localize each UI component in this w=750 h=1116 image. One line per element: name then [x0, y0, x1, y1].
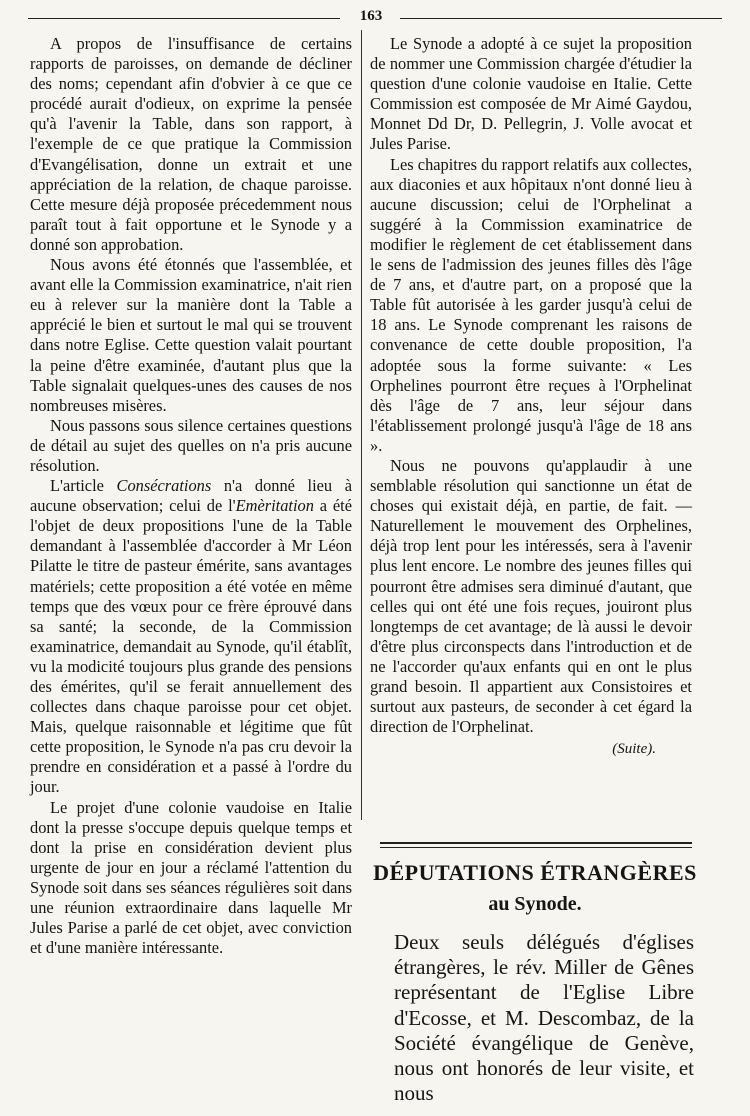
paragraph: Nous avons été étonnés que l'assemblée, et avant elle la Commission examinatrice, n'ait rien eu à relever sur la manière dont la Table a apprécié le bien et surtout le mal qui se trouvent dans notre Eglise. Cette question valait pourtant la peine d'être examinée, d'autant plus que la Table signalait quelques-unes des causes de nos nombreuses misères.: [30, 255, 352, 415]
paragraph: Le projet d'une colonie vaudoise en Italie dont la presse s'occupe depuis quelque temps et dont la prise en considération devient plus urgente de jour en jour a réclamé l'attention du Synode soit dans ses séances régulières soit dans une réunion extraordinaire dans laquelle Mr Jules Parise a parlé de cet objet, avec conviction et d'une manière intéressante.: [30, 797, 352, 958]
page-header: [28, 6, 722, 28]
left-column: [30, 34, 352, 958]
text-run: L'article: [50, 476, 117, 496]
italic-term: Consécrations: [116, 476, 212, 496]
section-title: DÉPUTATIONS ÉTRANGÈRES: [373, 860, 697, 885]
page-number: 163: [359, 8, 383, 24]
column-divider: [361, 30, 362, 820]
paragraph: Nous ne pouvons qu'applaudir à une semblable résolution qui sanctionne un état de choses qui existait déjà, en partie, de fait. — Naturellement le mouvement des Orphelines, déjà trop lent pour les intéressés, sera à l'avenir plus lent encore. Le nombre des jeunes filles qui pourront être admises sera diminué d'autant, que celles qui ont été une fois reçues, jouiront plus longtemps de cet avantage; de là aussi le devoir d'être plus circonspects dans l'introduction et de ne l'accorder qu'aux enfants qui en ont le plus grand besoin. Il appartient aux Consistoires et surtout aux pasteurs, de seconder à cet égard la direction de l'Orphelinat.: [370, 455, 692, 737]
paragraph: Le Synode a adopté à ce sujet la proposition de nommer une Commission chargée d'étudier la question d'une colonie vaudoise en Italie. Cette Commission est composée de Mr Aimé Gaydou, Monnet Dd Dr, D. Pellegrin, J. Volle avocat et Jules Parise.: [370, 34, 692, 154]
paragraph: Nous passons sous silence certaines questions de détail au sujet des quelles on n'a pris aucune résolution.: [30, 415, 352, 475]
paragraph: Deux seuls délégués d'églises étrangères, le rév. Miller de Gênes représentant de l'Eglise Libre d'Ecosse, et M. Descombaz, de la Société évangélique de Genève, nous ont honorés de leur visite, et nous: [394, 930, 694, 1106]
paragraph: A propos de l'insuffisance de certains rapports de paroisses, on demande de décliner des noms; cependant afin d'obvier à ce que ce procédé aurait d'odieux, on exprime la pensée qu'à l'avenir la Table, dans son rapport, à l'exemple de ce que pratique la Commission d'Evangélisation, donne un extrait et une appréciation de la relation, de chaque paroisse. Cette mesure déjà proposée précedemment nous paraît tout à fait opportune et le Synode y a donné son approbation.: [30, 34, 352, 254]
section-body: [394, 930, 694, 1106]
header-rule-right: [400, 18, 722, 19]
text-run: n'a donné lieu à aucune observation; celui de l': [30, 476, 352, 516]
paragraph: Les chapitres du rapport relatifs aux collectes, aux diaconies et aux hôpitaux n'ont donné lieu à aucune discussion; celui de l'Orphelinat a suggéré à la Commission examinatrice de modifier le règlement de cet établissement dans le sens de l'admission des jeunes filles dès l'âge de 7 ans, et d'autre part, on a proposé que la Table fût autorisée à les garder jusqu'à celui de 18 ans. Le Synode comprenant les raisons de convenance de cette double proposition, l'a adoptée sous la forme suivante: « Les Orphelines pourront être reçues à l'Orphelinat dès l'âge de 7 ans, leur séjour dans l'établissement prolongé jusqu'à l'âge de 18 ans ».: [370, 154, 692, 455]
section-subtitle: au Synode.: [488, 893, 582, 915]
paragraph: [30, 476, 352, 798]
continuation-mark: (Suite).: [612, 741, 656, 758]
header-rule-left: [28, 18, 340, 19]
section-rule: [380, 842, 692, 844]
right-column: [370, 34, 692, 759]
text-run: a été l'objet de deux propositions l'une de la Table demandant à l'assemblée d'accorder à Mr Léon Pilatte le titre de pasteur émérite, sans avantages matériels; cette proposition a été votée en même temps que des vœux pour ce frère éprouvé dans sa santé; la seconde, de la Commission examinatrice, demandait au Synode, qu'il établît, vu la modicité toujours plus grande des pensions des émérites, qu'il se ferait annuellement des collectes dans chaque paroisse pour cet objet. Mais, quelque raisonnable et légitime que fût cette proposition, le Synode n'a pas cru devoir la prendre en considération et a passé à l'ordre du jour.: [30, 496, 352, 797]
italic-term: Emèritation: [235, 496, 314, 516]
section-rule-thin: [380, 847, 692, 848]
